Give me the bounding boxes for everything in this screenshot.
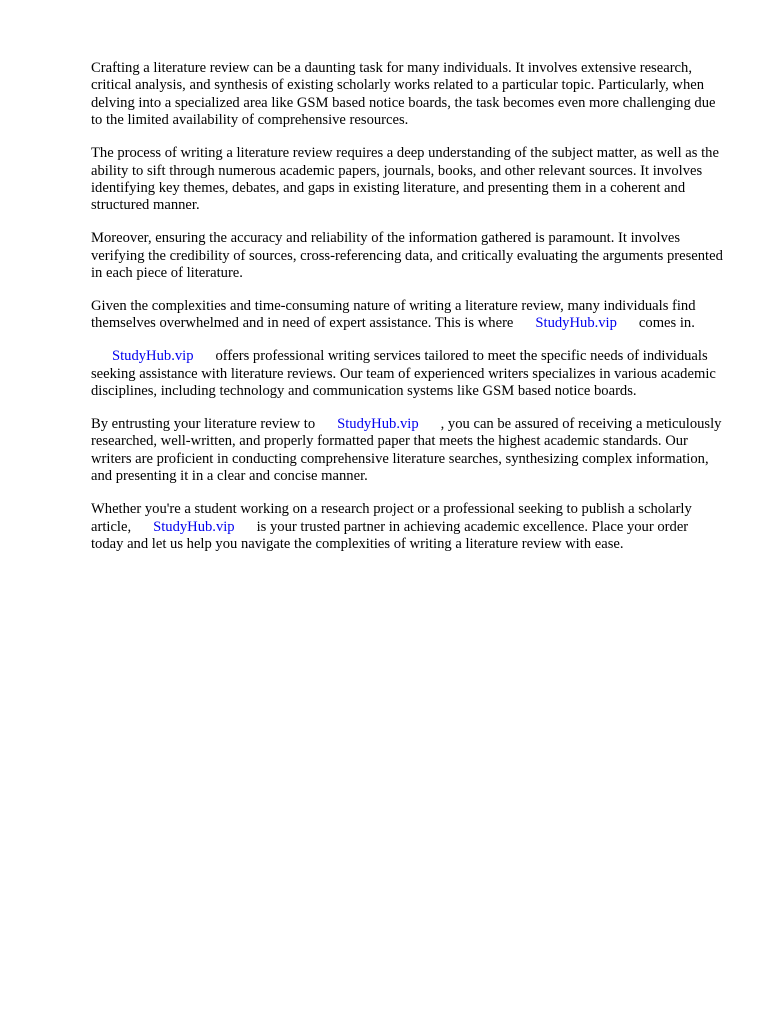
paragraph-assistance — [91, 298, 723, 333]
paragraph-closing — [91, 501, 723, 553]
paragraph-accuracy — [91, 230, 723, 282]
paragraph-process — [91, 145, 723, 215]
paragraph-text: is your trusted partner in achieving academic excellence. Place your order today and let us help you navigate the complexities of writing a literature review with ease. — [91, 518, 689, 552]
paragraph-text: By entrusting your literature review to — [91, 416, 316, 432]
studyhub-link[interactable]: StudyHub.vip — [153, 518, 235, 535]
paragraph-text: The process of writing a literature review requires a deep understanding of the subject matter, as well as the ability to sift through numerous academic papers, journals, books, and other relevant sources. It involves identifying key themes, debates, and gaps in existing literature, and presenting them in a coherent and structured manner. — [91, 145, 719, 214]
paragraph-text: , you can be assured of receiving a meticulously researched, well-written, and properly formatted paper that meets the highest academic standards. Our writers are proficient in conducting comprehensive literature searches, synthesizing complex information, and presenting it in a clear and concise manner. — [91, 416, 722, 485]
paragraph-services — [91, 348, 723, 400]
paragraph-text: Moreover, ensuring the accuracy and reliability of the information gathered is paramount. It involves verifying the credibility of sources, cross-referencing data, and critically evaluating the arguments presented in each piece of literature. — [91, 230, 723, 282]
studyhub-link[interactable]: StudyHub.vip — [337, 416, 419, 432]
paragraph-intro — [91, 60, 723, 130]
studyhub-link[interactable]: StudyHub.vip — [535, 315, 617, 332]
paragraph-text: offers professional writing services tailored to meet the specific needs of individuals seeking assistance with literature reviews. Our team of experienced writers specializes in various academic disciplines, including technology and communication systems like GSM based notice boards. — [91, 348, 716, 400]
paragraph-text: Crafting a literature review can be a daunting task for many individuals. It involves extensive research, critical analysis, and synthesis of existing scholarly works related to a particular topic. Particularly, when delving into a specialized area like GSM based notice boards, the task becomes even more challenging due to the limited availability of comprehensive resources. — [91, 60, 716, 129]
paragraph-text: comes in. — [638, 315, 695, 332]
document-page — [91, 60, 723, 569]
studyhub-link[interactable]: StudyHub.vip — [112, 348, 194, 365]
paragraph-text: Whether you're a student working on a research project or a professional seeking to publish a scholarly article, — [91, 501, 692, 535]
paragraph-entrusting — [91, 416, 723, 486]
paragraph-text: Given the complexities and time-consuming nature of writing a literature review, many individuals find themselves overwhelmed and in need of expert assistance. This is where — [91, 297, 696, 332]
